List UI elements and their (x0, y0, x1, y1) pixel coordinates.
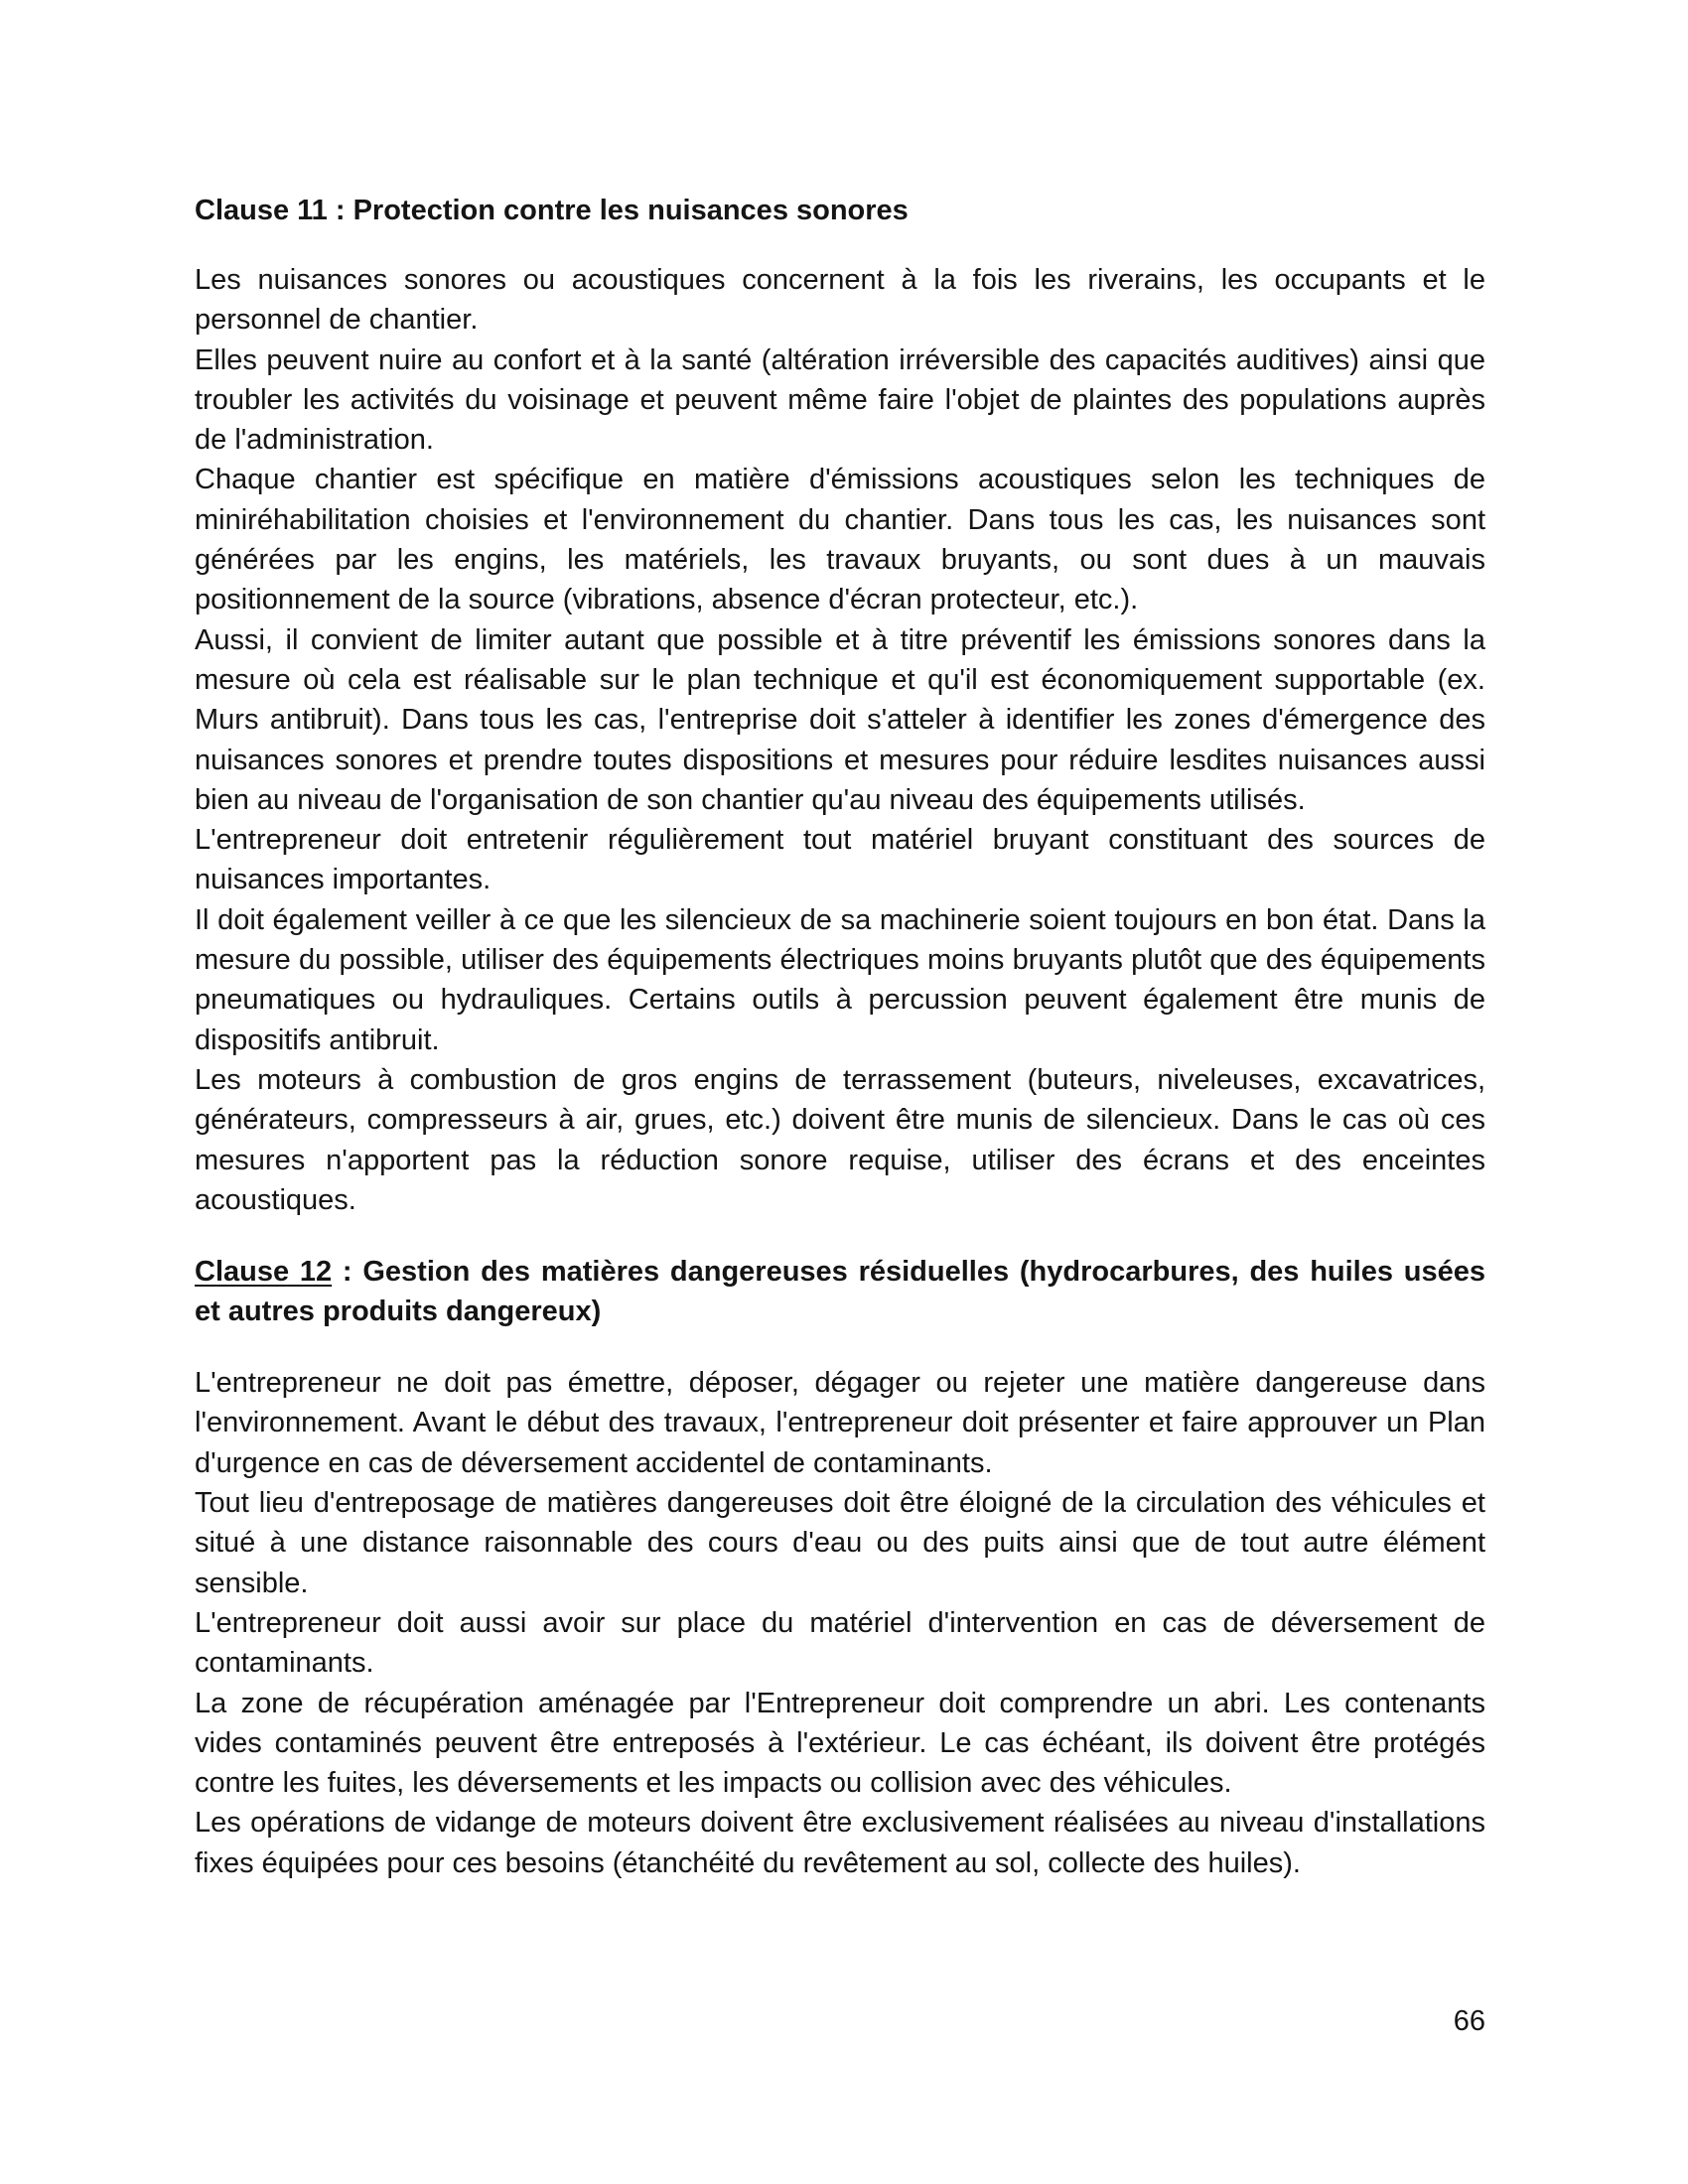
clause-11-paragraph: Les nuisances sonores ou acoustiques concernent à la fois les riverains, les occupants et le personnel de chantier. (195, 264, 1485, 337)
clause-11-paragraph: Il doit également veiller à ce que les silencieux de sa machinerie soient toujours en bon état. Dans la mesure du possible, utiliser des équipements électriques moins bruyants plutôt que des équipements pneumatiques ou hydrauliques. Certains outils à percussion peuvent également être munis de dispositifs antibruit. (195, 903, 1485, 1056)
clause-12-paragraph: La zone de récupération aménagée par l'Entrepreneur doit comprendre un abri. Les contenants vides contaminés peuvent être entreposés à l'extérieur. Le cas échéant, ils doivent être protégés contre les fuites, les déversements et les impacts ou collision avec des véhicules. (195, 1687, 1485, 1800)
clause-12-title (195, 1252, 1485, 1331)
clause-12-body (195, 1363, 1485, 1883)
clause-11-title: Clause 11 : Protection contre les nuisances sonores (195, 195, 909, 226)
clause-12-label: Clause 12 (195, 1256, 333, 1289)
page-number: 66 (1453, 2005, 1485, 2037)
clause-12-paragraph: L'entrepreneur doit aussi avoir sur place du matériel d'intervention en cas de déversement de contaminants. (195, 1606, 1485, 1680)
clause-11-paragraph: Les moteurs à combustion de gros engins de terrassement (buteurs, niveleuses, excavatrices, générateurs, compresseurs à air, grues, etc.) doivent être munis de silencieux. Dans le cas où ces mesures n'apportent pas la réduction sonore requise, utiliser des écrans et des enceintes acoustiques. (195, 1063, 1485, 1216)
clause-11-paragraph: Elles peuvent nuire au confort et à la santé (altération irréversible des capacités auditives) ainsi que troubler les activités du voisinage et peuvent même faire l'objet de plaintes des populations auprès de l'administration. (195, 343, 1485, 457)
clause-11-paragraph: Chaque chantier est spécifique en matière d'émissions acoustiques selon les techniques de miniréhabilitation choisies et l'environnement du chantier. Dans tous les cas, les nuisances sont générées par les engins, les matériels, les travaux bruyants, ou sont dues à un mauvais positionnement de la source (vibrations, absence d'écran protecteur, etc.). (195, 464, 1485, 616)
clause-11-body (195, 260, 1485, 1220)
clause-12-paragraph: L'entrepreneur ne doit pas émettre, déposer, dégager ou rejeter une matière dangereuse dans l'environnement. Avant le début des travaux, l'entrepreneur doit présenter et faire approuver un Plan d'urgence en cas de déversement accidentel de contaminants. (195, 1367, 1485, 1479)
clause-12-paragraph: Tout lieu d'entreposage de matières dangereuses doit être éloigné de la circulation des véhicules et situé à une distance raisonnable des cours d'eau ou des puits ainsi que de tout autre élément sensible. (195, 1487, 1485, 1599)
clause-12-paragraph: Les opérations de vidange de moteurs doivent être exclusivement réalisées au niveau d'installations fixes équipées pour ces besoins (étanchéité du revêtement au sol, collecte des huiles). (195, 1807, 1485, 1879)
clause-11-paragraph: Aussi, il convient de limiter autant que possible et à titre préventif les émissions sonores dans la mesure où cela est réalisable sur le plan technique et qu'il est économiquement supportable (ex. Murs antibruit). Dans tous les cas, l'entreprise doit s'atteler à identifier les zones d'émergence des nuisances sonores et prendre toutes dispositions et mesures pour réduire lesdites nuisances aussi bien au niveau de l'organisation de son chantier qu'au niveau des équipements utilisés. (195, 623, 1485, 816)
document-page (195, 191, 1485, 1883)
clause-12-title-text: : Gestion des matières dangereuses résiduelles (hydrocarbures, des huiles usées et autres produits dangereux) (195, 1256, 1485, 1328)
clause-11-paragraph: L'entrepreneur doit entretenir régulièrement tout matériel bruyant constituant des sources de nuisances importantes. (195, 824, 1485, 896)
